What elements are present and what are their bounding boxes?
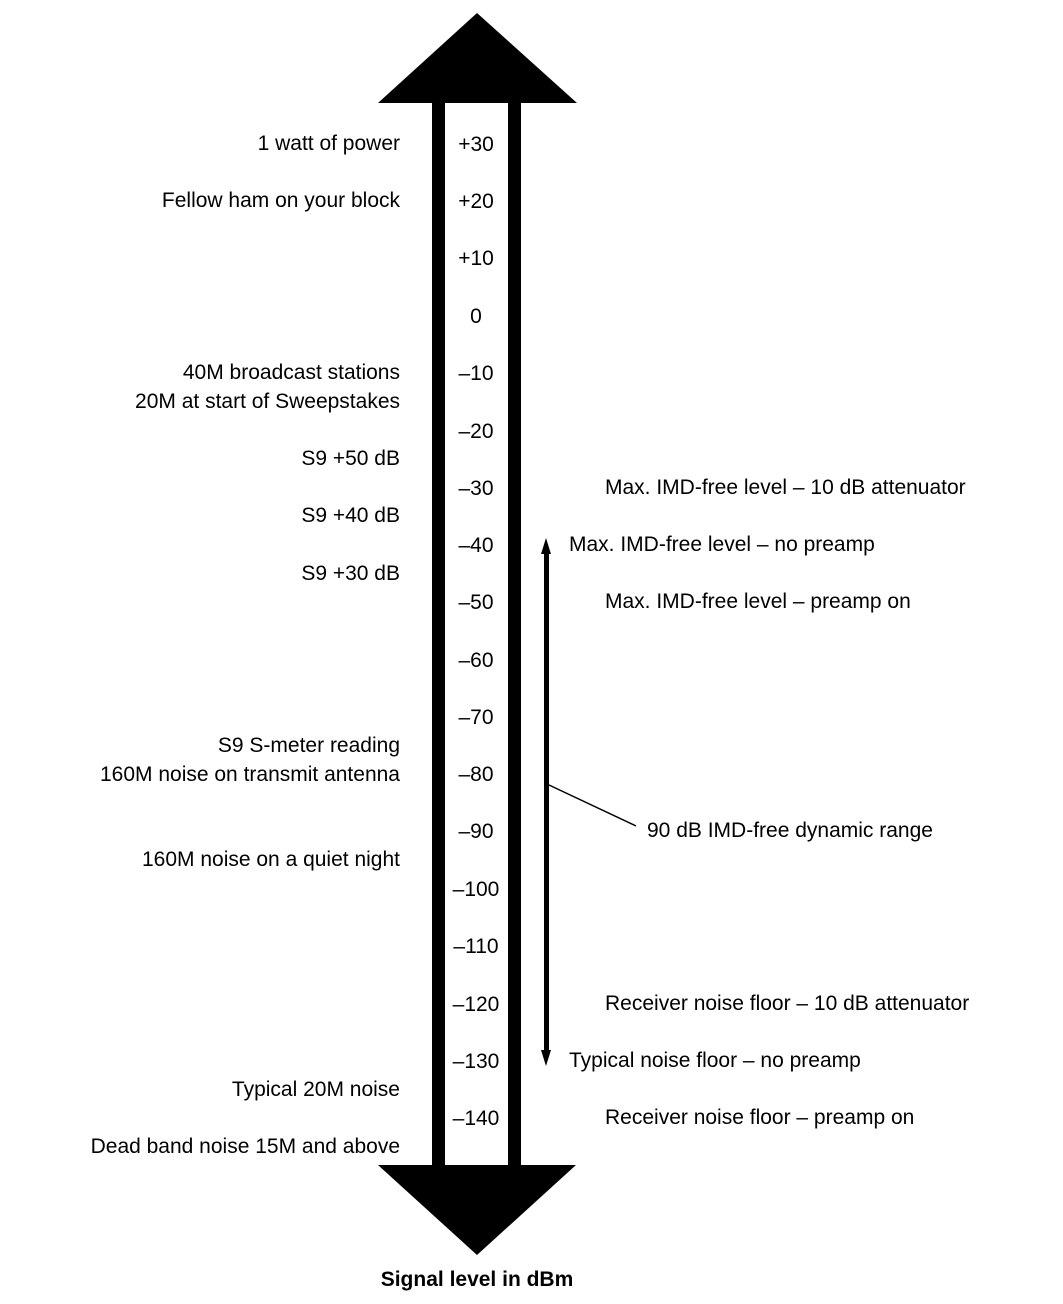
left-label: S9 S-meter reading [217,734,400,757]
left-labels [91,132,401,1158]
right-label: Max. IMD-free level – no preamp [569,533,875,556]
scale-right-bar [508,101,521,1167]
tick-label: –100 [452,878,500,901]
tick-label: –110 [453,935,499,958]
scale-arrow-up-head [378,13,577,103]
dynamic-range-arrow [541,538,636,1066]
tick-label: –90 [458,820,494,843]
scale-left-bar [432,101,445,1167]
left-label: S9 +50 dB [301,447,400,470]
tick-label: –50 [458,591,494,614]
left-label: 1 watt of power [257,132,400,155]
left-label: 40M broadcast stations [182,361,400,384]
left-label: 20M at start of Sweepstakes [135,390,400,413]
tick-label: –120 [452,993,500,1016]
tick-label: –30 [458,477,494,500]
right-label: Receiver noise floor – 10 dB attenuator [605,992,970,1015]
tick-label: –140 [452,1107,500,1130]
tick-label: –70 [458,706,494,729]
left-label: Fellow ham on your block [161,189,400,212]
range-arrow-down-head [541,1050,551,1066]
scale-ticks [453,133,500,1130]
range-arrow-up-head [541,538,551,554]
range-leader-line [549,785,636,826]
left-label: S9 +30 dB [301,562,400,585]
tick-label: +20 [458,190,494,213]
right-label: Typical noise floor – no preamp [569,1049,861,1072]
tick-label: +30 [458,133,494,156]
right-label: Max. IMD-free level – 10 dB attenuator [605,476,966,499]
scale-arrow-down-head [378,1165,576,1255]
left-label: 160M noise on a quiet night [141,848,400,871]
right-labels [569,476,969,1129]
left-label: S9 +40 dB [301,504,400,527]
left-label: 160M noise on transmit antenna [99,763,400,786]
tick-label: –10 [458,362,494,385]
range-arrow-shaft [544,552,549,1052]
tick-label: –60 [458,649,494,672]
tick-label: –20 [458,420,494,443]
dynamic-range-label: 90 dB IMD-free dynamic range [647,819,933,842]
scale-title: Signal level in dBm [380,1268,574,1291]
tick-label: –80 [458,763,494,786]
tick-label: +10 [458,247,494,270]
tick-label: –130 [452,1050,500,1073]
right-label: Max. IMD-free level – preamp on [605,590,911,613]
left-label: Dead band noise 15M and above [90,1135,400,1158]
tick-label: –40 [458,534,494,557]
left-label: Typical 20M noise [231,1078,400,1101]
tick-label: 0 [470,305,482,328]
right-label: Receiver noise floor – preamp on [605,1106,915,1129]
